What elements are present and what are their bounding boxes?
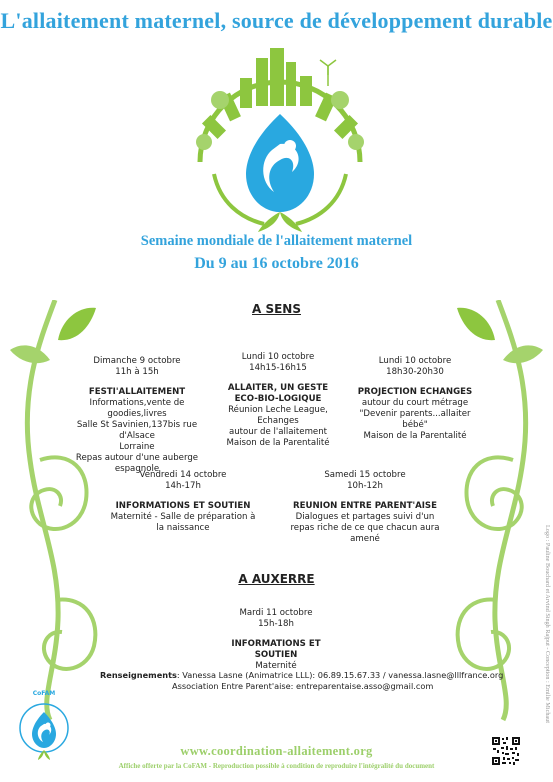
event-line: autour du court métrage xyxy=(361,398,469,408)
event-date: Mardi 11 octobre xyxy=(239,608,313,618)
event-line: Dialogues et partages suivi d'un xyxy=(295,512,435,522)
event-date: Lundi 10 octobre xyxy=(378,356,452,366)
event-auxerre-informations xyxy=(206,608,346,672)
event-date: Vendredi 14 octobre xyxy=(139,470,227,480)
auxerre-heading: A AUXERRE xyxy=(238,572,315,586)
design-credit: Logo : Pauline Bouchard et Arvind Singh Rajput - Conception : Emilie Michaut xyxy=(544,525,551,723)
event-line: Informations,vente de goodies,livres xyxy=(89,398,185,419)
event-date: Samedi 15 octobre xyxy=(324,470,406,480)
event-reunion-parentaise xyxy=(286,470,444,545)
event-allaiter-eco xyxy=(206,352,350,449)
event-line: Maison de la Parentalité xyxy=(363,431,467,441)
info-line-1: : Vanessa Lasne (Animatrice LLL): 06.89.15.67.33 / vanessa.lasne@lllfrance.org xyxy=(176,670,504,680)
poster-title: L'allaitement maternel, source de développement durable xyxy=(0,8,553,33)
event-informations-soutien xyxy=(108,470,258,534)
info-label: Renseignements xyxy=(100,670,177,680)
event-week-subtitle: Semaine mondiale de l'allaitement maternel xyxy=(140,233,413,249)
event-line: la naissance xyxy=(156,523,210,533)
event-time: 18h30-20h30 xyxy=(386,367,444,377)
contact-info xyxy=(100,670,503,692)
event-time: 11h à 15h xyxy=(115,367,159,377)
info-line-2: Association Entre Parent'aise: entreparentaise.asso@gmail.com xyxy=(172,681,434,691)
event-time: 10h-12h xyxy=(347,481,383,491)
footer-note: Affiche offerte par la CoFAM - Reproduction possible à condition de reproduire l'intégralité du document xyxy=(118,762,435,770)
event-time: 15h-18h xyxy=(258,619,294,629)
qr-code[interactable] xyxy=(491,736,521,766)
event-line: Maternité - Salle de préparation à xyxy=(110,512,256,522)
event-line: repas riche de ce que chacun aura xyxy=(290,523,440,533)
event-line: "Devenir parents...allaiter bébé" xyxy=(359,409,471,430)
event-line: autour de l'allaitement xyxy=(228,427,328,437)
event-title: ALLAITER, UN GESTE xyxy=(227,383,329,393)
event-line: Maternité xyxy=(255,661,297,671)
sens-heading: A SENS xyxy=(252,302,301,316)
event-line: Repas autour d'une auberge espagnole xyxy=(75,453,199,474)
website-url[interactable]: www.coordination-allaitement.org xyxy=(180,744,373,758)
event-dates-subtitle: Du 9 au 16 octobre 2016 xyxy=(194,255,359,272)
event-title-2: ECO-BIO-LOGIQUE xyxy=(234,394,322,404)
event-date: Lundi 10 octobre xyxy=(241,352,315,362)
event-title: PROJECTION ECHANGES xyxy=(357,387,473,397)
cofam-logo-text: CoFAM xyxy=(32,690,56,697)
event-festi-allaitement xyxy=(72,356,202,475)
event-line: Maison de la Parentalité xyxy=(226,438,330,448)
event-projection xyxy=(352,356,478,442)
eco-city-drop-illustration xyxy=(160,42,400,232)
event-line: Salle St Savinien,137bis rue d'Alsace xyxy=(76,420,198,441)
event-line: amené xyxy=(350,534,380,544)
event-time: 14h15-16h15 xyxy=(249,363,307,373)
event-line: Lorraine xyxy=(119,442,155,452)
event-title: INFORMATIONS ET xyxy=(231,639,321,649)
event-time: 14h-17h xyxy=(165,481,201,491)
event-title: FESTI'ALLAITEMENT xyxy=(88,387,186,397)
event-title-2: SOUTIEN xyxy=(254,650,298,660)
event-title: REUNION ENTRE PARENT'AISE xyxy=(293,501,437,511)
event-title: INFORMATIONS ET SOUTIEN xyxy=(115,501,251,511)
event-line: Réunion Leche League, Echanges xyxy=(228,405,328,426)
event-date: Dimanche 9 octobre xyxy=(93,356,181,366)
